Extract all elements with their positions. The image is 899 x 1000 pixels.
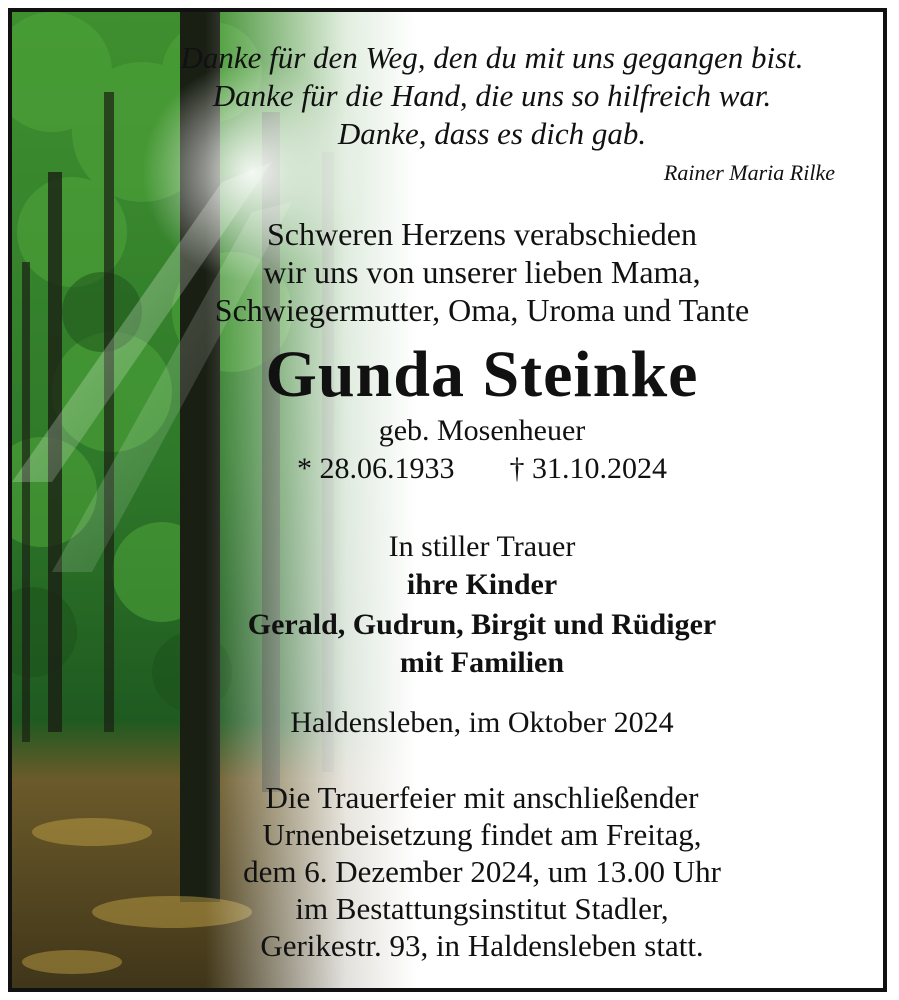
service-line-3: dem 6. Dezember 2024, um 13.00 Uhr <box>243 854 721 889</box>
quote-line-1: Danke für den Weg, den du mit uns gegangen bist. <box>180 40 804 75</box>
intro-line-2: wir uns von unserer lieben Mama, <box>263 254 701 290</box>
life-dates <box>152 452 812 486</box>
mourners-line-2: ihre Kinder <box>406 568 558 601</box>
mourners-line-4: mit Familien <box>399 646 565 679</box>
intro-line-1: Schweren Herzens verabschieden <box>266 216 697 252</box>
birth-name: geb. Mosenheuer <box>378 414 586 447</box>
birth-date: * 28.06.1933 <box>297 452 455 485</box>
service-line-1: Die Trauerfeier mit anschließender <box>265 780 699 815</box>
obituary-text <box>12 12 887 992</box>
quote-line-2: Danke für die Hand, die uns so hilfreich war. <box>212 78 772 113</box>
quote-author: Rainer Maria Rilke <box>663 160 835 185</box>
place-date: Haldensleben, im Oktober 2024 <box>290 706 674 739</box>
quote-line-3: Danke, dass es dich gab. <box>337 116 647 151</box>
service-line-5: Gerikestr. 93, in Haldensleben statt. <box>260 928 704 963</box>
service-line-4: im Bestattungsinstitut Stadler, <box>295 891 669 926</box>
service-line-2: Urnenbeisetzung findet am Freitag, <box>262 817 702 852</box>
obituary-card <box>8 8 887 992</box>
deceased-name: Gunda Steinke <box>265 338 699 411</box>
death-date: † 31.10.2024 <box>509 452 667 485</box>
intro-line-3: Schwiegermutter, Oma, Uroma und Tante <box>214 292 750 328</box>
mourners-line-3: Gerald, Gudrun, Birgit und Rüdiger <box>247 608 717 641</box>
mourners-line-1: In stiller Trauer <box>388 530 576 563</box>
